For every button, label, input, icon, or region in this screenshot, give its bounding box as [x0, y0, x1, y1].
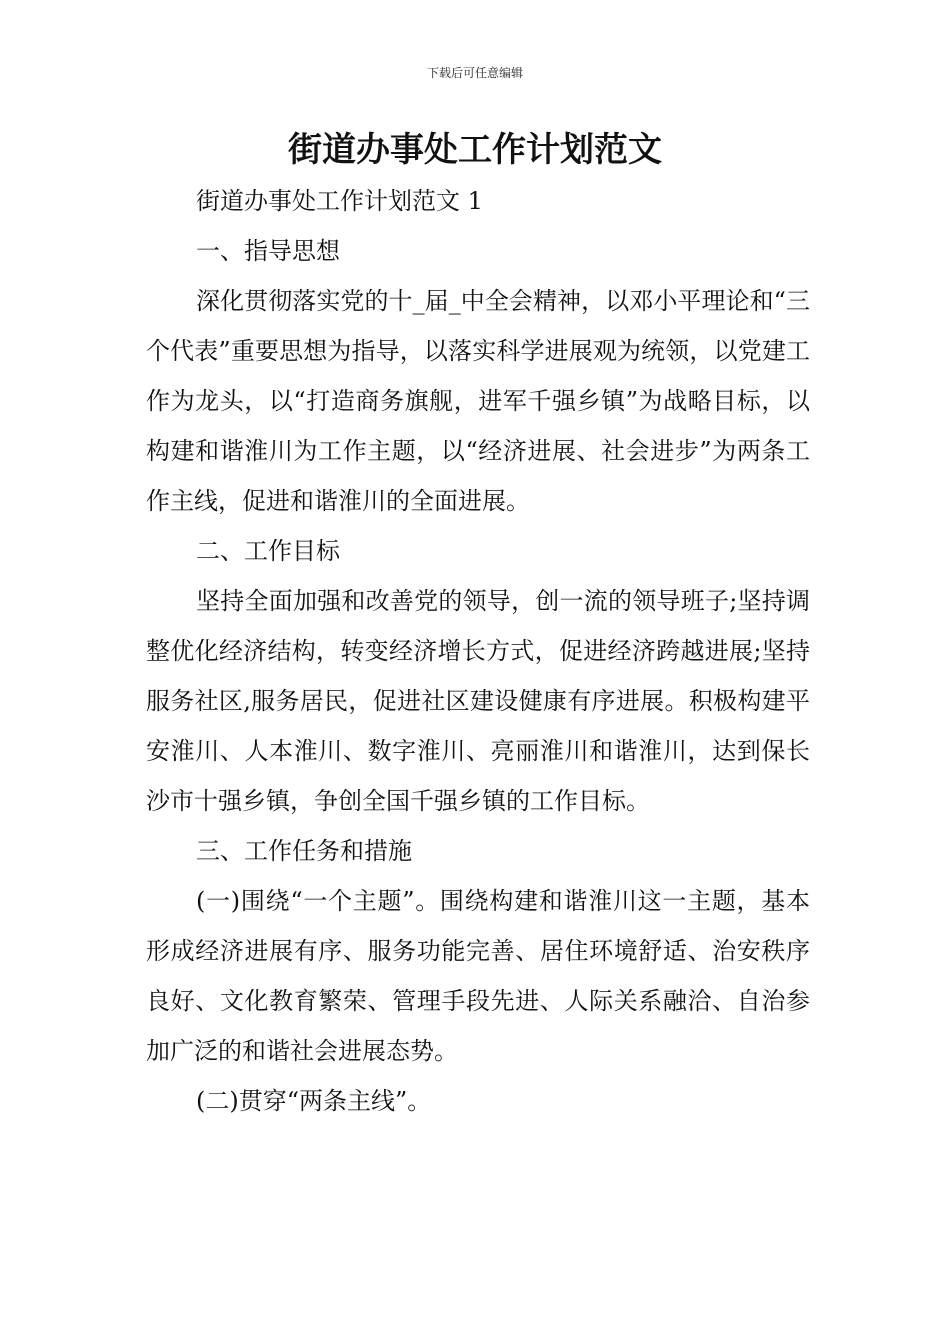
section-heading-guiding-ideology: 一、指导思想	[196, 237, 340, 265]
section-paragraph: (一)围绕“一个主题”。围绕构建和谐淮川这一主题，基本形成经济进展有序、服务功能完善、居住环境舒适、治安秩序良好、文化教育繁荣、管理手段先进、人际关系融洽、自治参加广泛的和谐社会进展态势。	[146, 887, 810, 1065]
section-paragraph: 坚持全面加强和改善党的领导，创一流的领导班子;坚持调整优化经济结构，转变经济增长方式，促进经济跨越进展;坚持服务社区,服务居民，促进社区建设健康有序进展。积极构建平安淮川、人本淮川、数字淮川、亮丽淮川和谐淮川，达到保长沙市十强乡镇，争创全国千强乡镇的工作目标。	[146, 587, 810, 815]
section-paragraph: (二)贯穿“两条主线”。	[196, 1087, 432, 1115]
document-subtitle: 街道办事处工作计划范文 1	[196, 187, 483, 215]
section-paragraph: 深化贯彻落实党的十_届_中全会精神，以邓小平理论和“三个代表”重要思想为指导，以落实科学进展观为统领，以党建工作为龙头，以“打造商务旗舰，进军千强乡镇”为战略目标，以构建和谐淮川为工作主题，以“经济进展、社会进步”为两条工作主线，促进和谐淮川的全面进展。	[146, 287, 810, 515]
section-heading-tasks-measures: 三、工作任务和措施	[196, 837, 412, 865]
page-header-note: 下载后可任意编辑	[426, 66, 523, 80]
document-body	[146, 176, 810, 1126]
section-heading-work-goals: 二、工作目标	[196, 537, 340, 565]
document-title: 街道办事处工作计划范文	[288, 130, 662, 170]
